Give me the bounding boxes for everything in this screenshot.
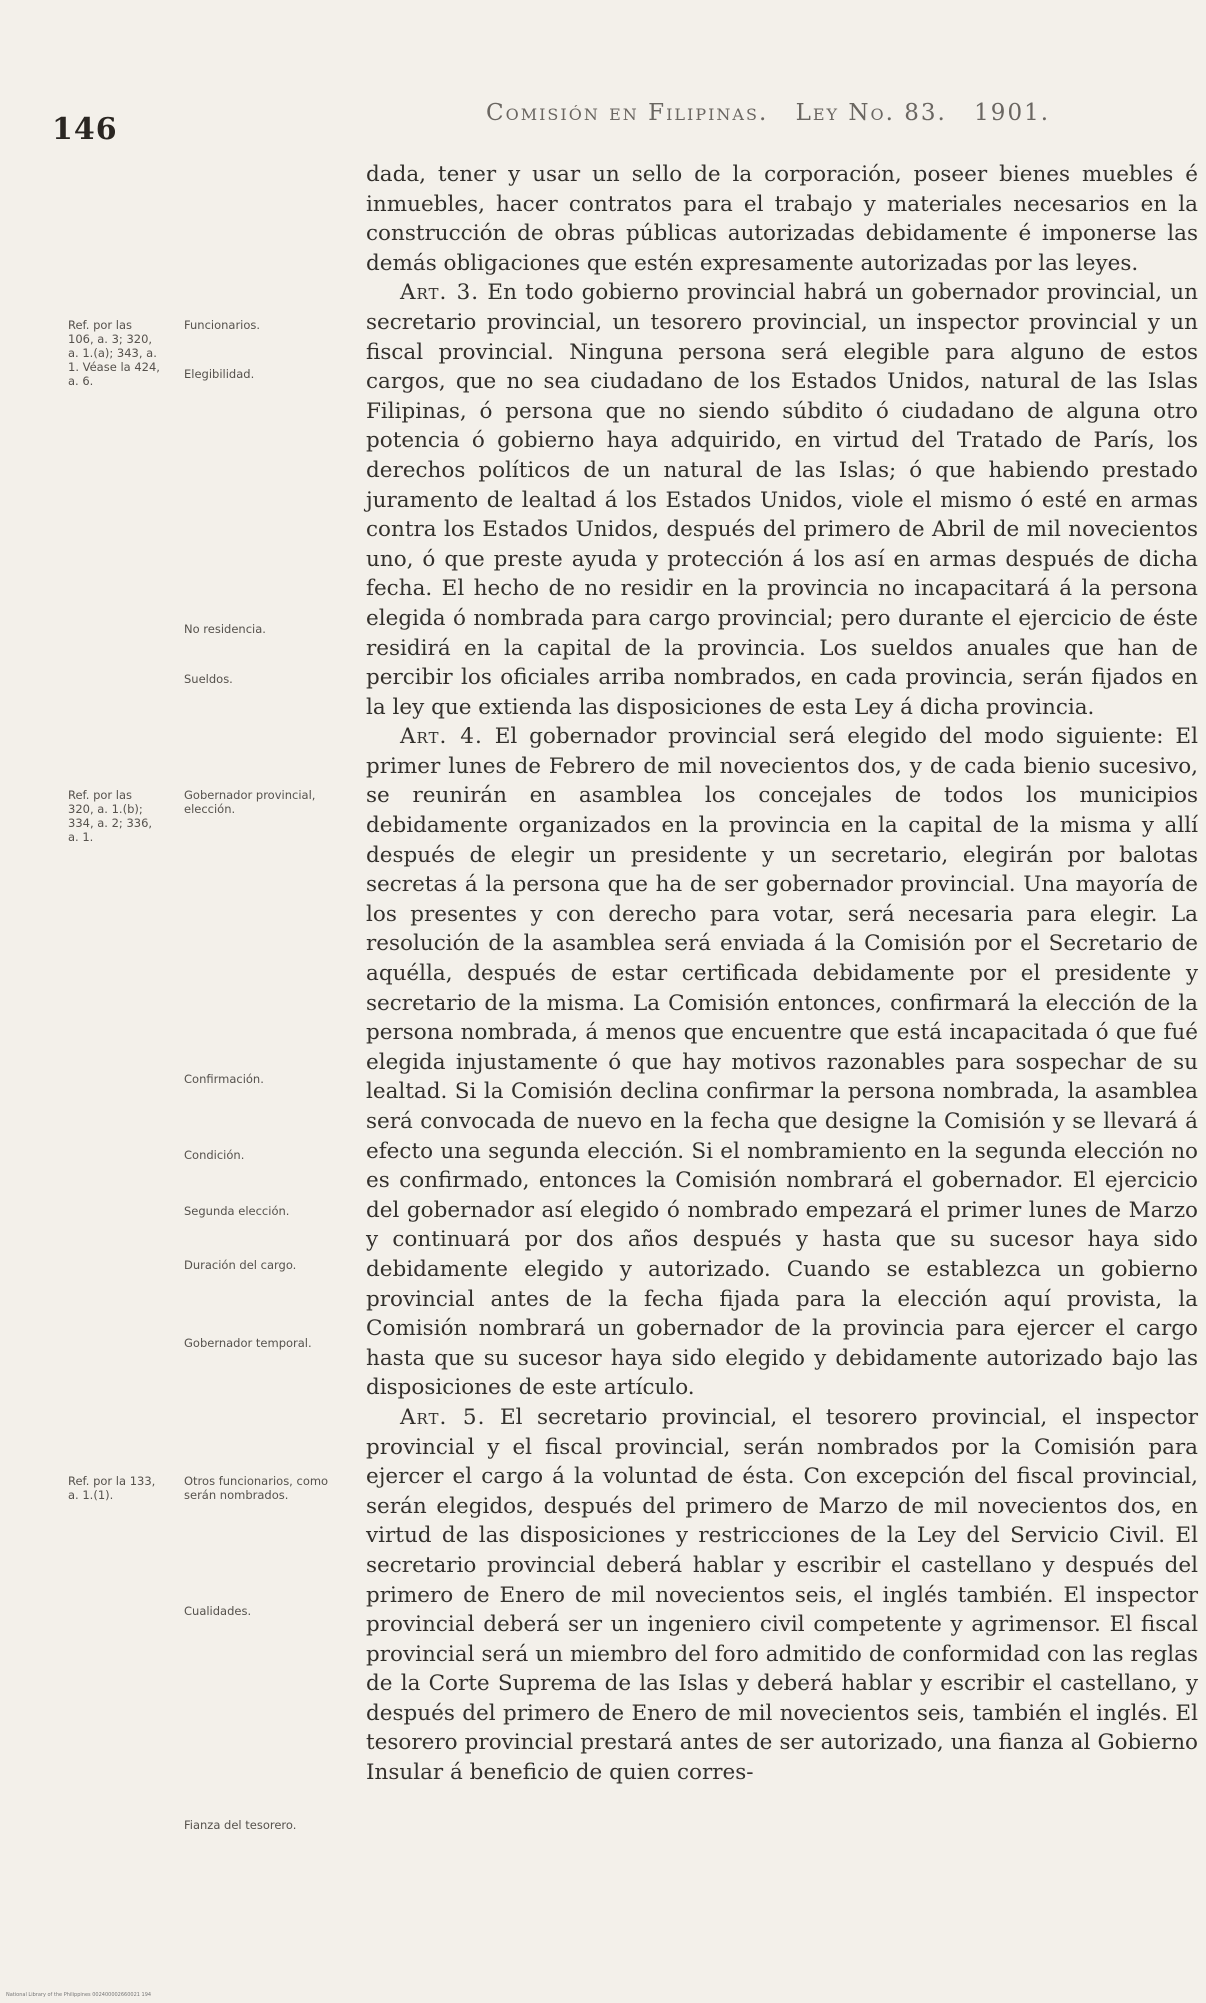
article-3-label: Art. 3.	[400, 280, 480, 306]
side-note-elegibilidad: Elegibilidad.	[184, 367, 255, 381]
running-head-year: 1901.	[974, 100, 1051, 126]
article-4-label: Art. 4.	[400, 724, 483, 750]
side-note-duracion: Duración del cargo.	[184, 1258, 297, 1272]
side-note-cualidades: Cualidades.	[184, 1604, 252, 1618]
article-5-label: Art. 5.	[400, 1404, 486, 1430]
side-note-gobernador-eleccion: Gobernador provincial, elección.	[184, 788, 316, 816]
side-note-fianza: Fianza del tesorero.	[184, 1818, 297, 1832]
side-note-funcionarios: Funcionarios.	[184, 318, 261, 332]
side-note-segunda-eleccion: Segunda elección.	[184, 1204, 290, 1218]
continuation-paragraph: dada, tener y usar un sello de la corporación, poseer bienes muebles é inmuebles, hacer contratos para el trabajo y materiales necesarios en la construcción de obras públicas autorizadas debidamente é imponerse las demás obligaciones que estén expresamente autorizadas por las leyes.	[366, 162, 1198, 276]
side-note-sueldos: Sueldos.	[184, 672, 233, 686]
running-head-title: Comisión en Filipinas.	[486, 100, 769, 126]
article-4-text: El gobernador provincial será elegido del modo siguiente: El primer lunes de Febrero de mil novecientos dos, y de cada bienio sucesivo, se reunirán en asamblea los concejales de todos los municipios debidamente organizados en la provincia en la capital de la misma y allí después de elegir un presidente y un secretario, elegirán por balotas secretas á la persona que ha de ser gobernador provincial. Una mayoría de los presentes y con derecho para votar, será necesaria para elegir. La resolución de la asamblea será enviada á la Comisión por el Secretario de aquélla, después de estar certificada debidamente por el presidente y secretario de la misma. La Comisión entonces, confirmará la elección de la persona nombrada, á menos que encuentre que está incapacitada ó que fué elegida injustamente ó que hay motivos razonables para sospechar de su lealtad. Si la Comisión declina confirmar la persona nombrada, la asamblea será convocada de nuevo en la fecha que designe la Comisión y se llevará á efecto una segunda elección. Si el nombramiento en la segunda elección no es confirmado, entonces la Comisión nombrará el gobernador. El ejercicio del gobernador así elegido ó nombrado empezará el primer lunes de Marzo y continuará por dos años después y hasta que su sucesor haya sido debidamente elegido y autorizado. Cuando se establezca un gobierno provincial antes de la fecha fijada para la elección aquí provista, la Comisión nombrará un gobernador de la provincia para ejercer el cargo hasta que su sucesor haya sido elegido y debidamente autorizado bajo las disposiciones de este artículo.	[366, 724, 1198, 1401]
side-note-condicion: Condición.	[184, 1148, 245, 1162]
article-5-text: El secretario provincial, el tesorero provincial, el inspector provincial y el fiscal provincial, serán nombrados por la Comisión para ejercer el cargo á la voluntad de ésta. Con excepción del fiscal provincial, serán elegidos, después del primero de Marzo de mil novecientos dos, en virtud de las disposiciones y restricciones de la Ley del Servicio Civil. El secretario provincial deberá hablar y escribir el castellano y después del primero de Enero de mil novecientos seis, el inglés también. El inspector provincial deberá ser un ingeniero civil competente y agrimensor. El fiscal provincial será un miembro del foro admitido de conformidad con las reglas de la Corte Suprema de las Islas y deberá hablar y escribir el castellano, y después del primero de Enero de mil novecientos seis, también el inglés. El tesorero provincial prestará antes de ser autorizado, una fianza al Gobierno Insular á beneficio de quien corres-	[366, 1404, 1198, 1786]
margin-ref-art3: Ref. por las 106, a. 3; 320, a. 1.(a); 343, a. 1. Véase la 424, a. 6.	[68, 318, 160, 388]
article-3	[366, 278, 1198, 722]
article-5	[366, 1403, 1198, 1788]
footer-stamp: National Library of the Philippines 002400002660021 194	[6, 1992, 152, 1998]
side-note-otros-funcionarios: Otros funcionarios, como serán nombrados.	[184, 1474, 329, 1502]
side-note-no-residencia: No residencia.	[184, 622, 266, 636]
body-text	[366, 160, 1198, 1788]
margin-ref-art4: Ref. por las 320, a. 1.(b); 334, a. 2; 336, a. 1.	[68, 788, 153, 844]
side-note-gobernador-temporal: Gobernador temporal.	[184, 1336, 312, 1350]
running-head	[486, 100, 1068, 126]
margin-ref-art5: Ref. por la 133, a. 1.(1).	[68, 1474, 156, 1502]
side-note-confirmacion: Confirmación.	[184, 1072, 264, 1086]
article-3-text: En todo gobierno provincial habrá un gobernador provincial, un secretario provincial, un tesorero provincial, un inspector provincial y un fiscal provincial. Ninguna persona será elegible para alguno de estos cargos, que no sea ciudadano de los Estados Unidos, natural de las Islas Filipinas, ó persona que no siendo súbdito ó ciudadano de alguna otro potencia ó gobierno haya adquirido, en virtud del Tratado de París, los derechos políticos de un natural de las Islas; ó que habiendo prestado juramento de lealtad á los Estados Unidos, viole el mismo ó esté en armas contra los Estados Unidos, después del primero de Abril de mil novecientos uno, ó que preste ayuda y protección á los así en armas después de dicha fecha. El hecho de no residir en la provincia no incapacitará á la persona elegida ó nombrada para cargo provincial; pero durante el ejercicio de éste residirá en la capital de la provincia. Los sueldos anuales que han de percibir los oficiales arriba nombrados, en cada provincia, serán fijados en la ley que extienda las disposiciones de esta Ley á dicha provincia.	[366, 280, 1198, 720]
article-4	[366, 722, 1198, 1403]
running-head-law: Ley No. 83.	[795, 100, 947, 126]
page-number: 146	[52, 112, 118, 147]
